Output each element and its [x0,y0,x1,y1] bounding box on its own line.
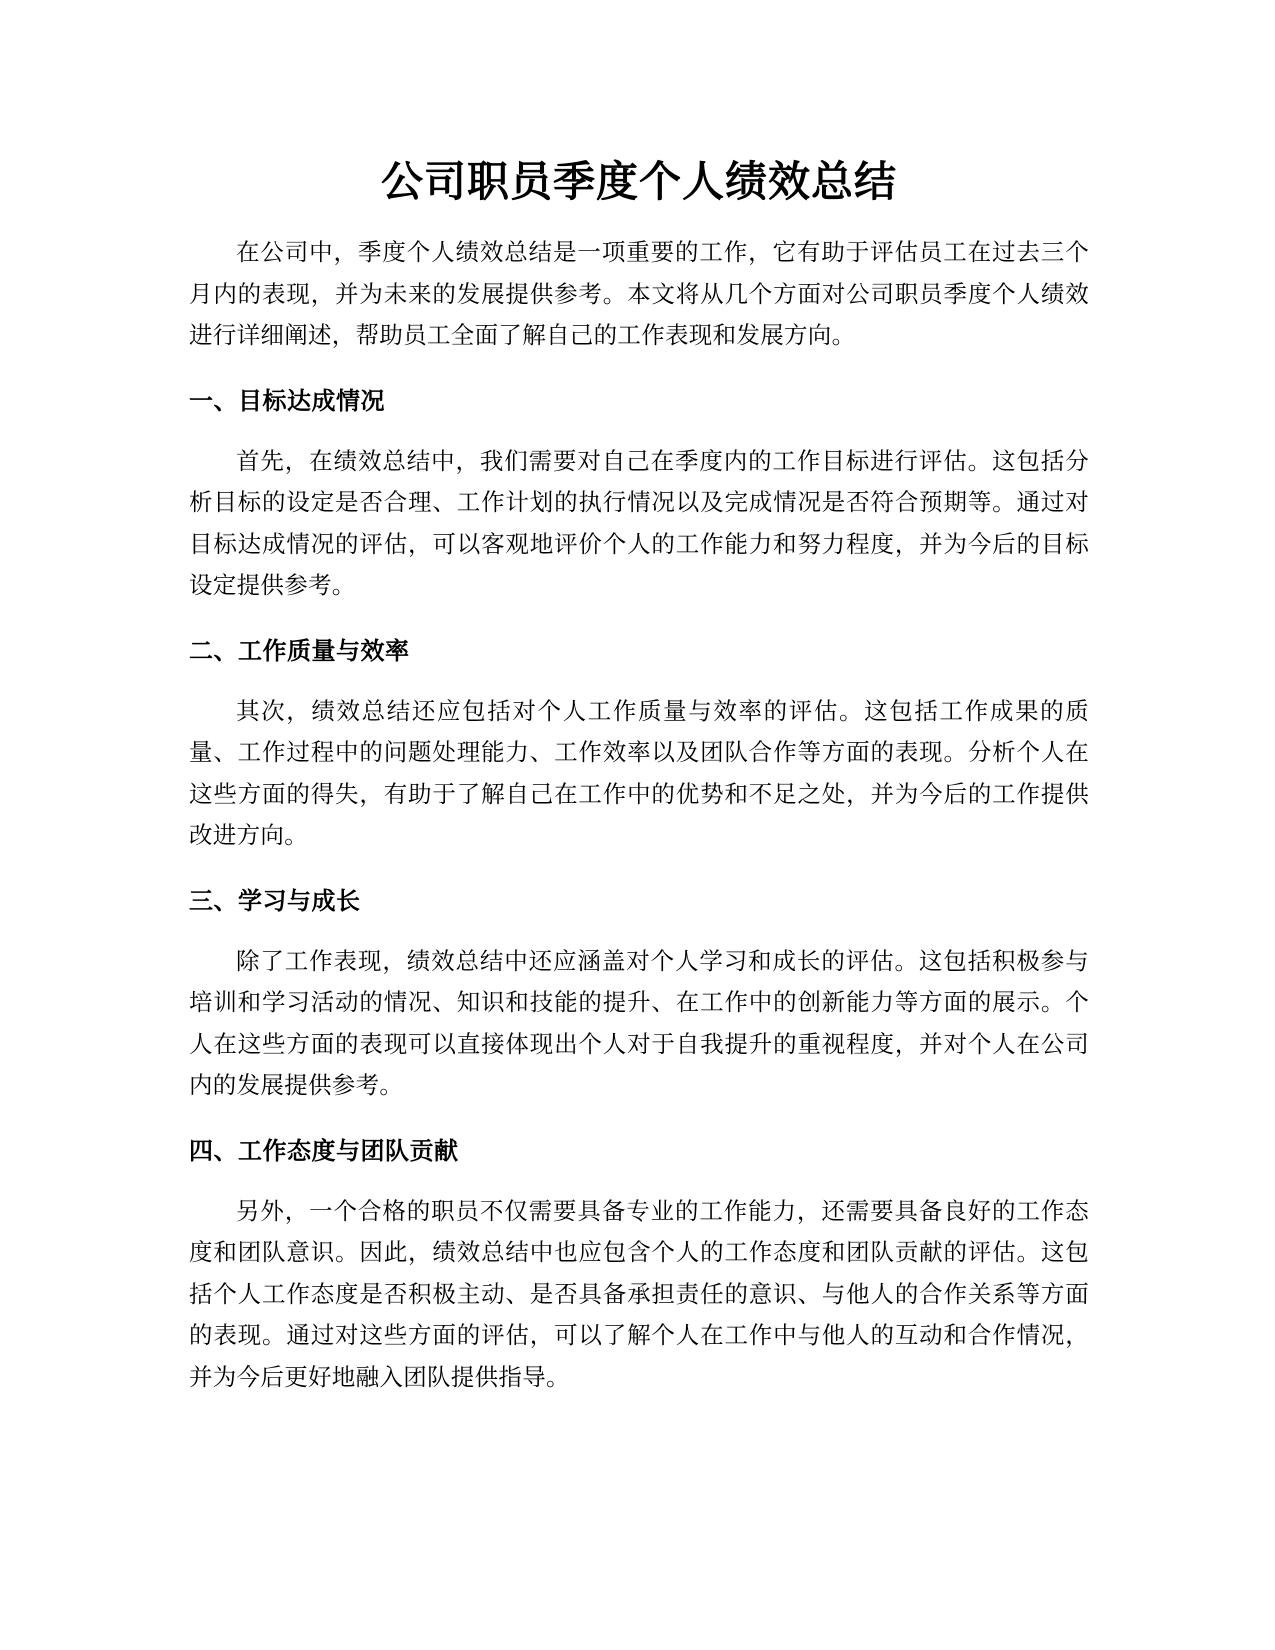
section-body-learning: 除了工作表现，绩效总结中还应涵盖对个人学习和成长的评估。这包括积极参与培训和学习活动的情况、知识和技能的提升、在工作中的创新能力等方面的展示。个人在这些方面的表现可以直接体现出个人对于自我提升的重视程度，并对个人在公司内的发展提供参考。 [189,946,1089,1099]
section-heading-learning: 三、学习与成长 [189,886,361,915]
intro-paragraph: 在公司中，季度个人绩效总结是一项重要的工作，它有助于评估员工在过去三个月内的表现，并为未来的发展提供参考。本文将从几个方面对公司职员季度个人绩效进行详细阐述，帮助员工全面了解自己的工作表现和发展方向。 [189,238,1089,349]
document-title: 公司职员季度个人绩效总结 [380,157,897,206]
section-body-goals: 首先，在绩效总结中，我们需要对自己在季度内的工作目标进行评估。这包括分析目标的设定是否合理、工作计划的执行情况以及完成情况是否符合预期等。通过对目标达成情况的评估，可以客观地评价个人的工作能力和努力程度，并为今后的目标设定提供参考。 [189,446,1089,599]
section-heading-goals: 一、目标达成情况 [189,386,385,415]
section-body-quality: 其次，绩效总结还应包括对个人工作质量与效率的评估。这包括工作成果的质量、工作过程中的问题处理能力、工作效率以及团队合作等方面的表现。分析个人在这些方面的得失，有助于了解自己在工作中的优势和不足之处，并为今后的工作提供改进方向。 [189,696,1089,849]
document-content [189,150,1089,1398]
section-heading-quality: 二、工作质量与效率 [189,636,410,665]
section-body-attitude: 另外，一个合格的职员不仅需要具备专业的工作能力，还需要具备良好的工作态度和团队意识。因此，绩效总结中也应包含个人的工作态度和团队贡献的评估。这包括个人工作态度是否积极主动、是否具备承担责任的意识、与他人的合作关系等方面的表现。通过对这些方面的评估，可以了解个人在工作中与他人的互动和合作情况，并为今后更好地融入团队提供指导。 [189,1196,1089,1391]
section-heading-attitude: 四、工作态度与团队贡献 [189,1136,459,1165]
